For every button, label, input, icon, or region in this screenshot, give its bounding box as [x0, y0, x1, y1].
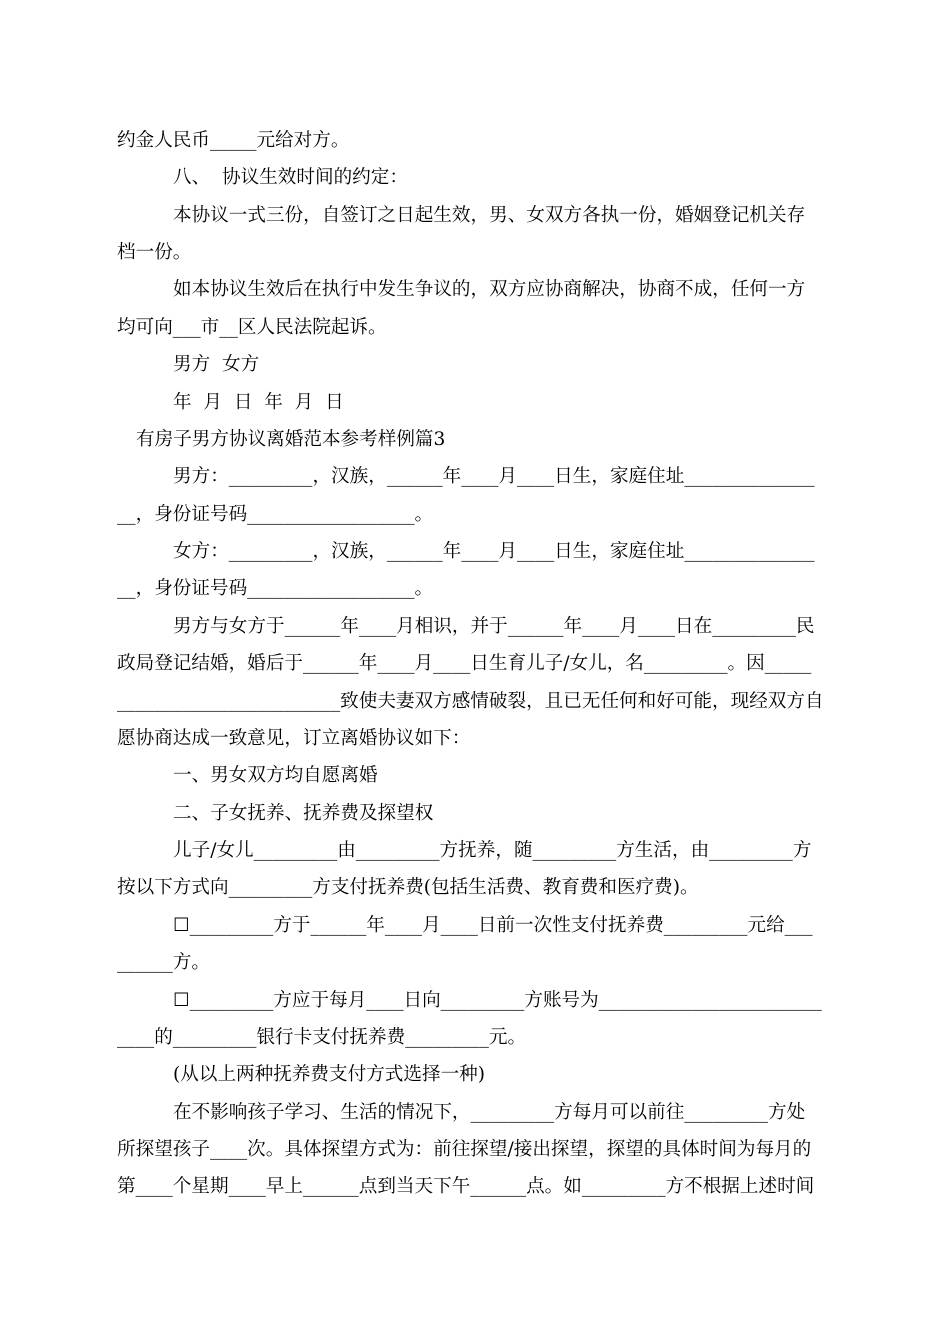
signature-dates: 年 月 日 年 月 日	[173, 392, 344, 413]
note-line: (从以上两种抚养费支付方式选择一种)	[173, 1064, 486, 1085]
text-line: 约金人民币_____元给对方。	[117, 130, 350, 151]
text-line: ____的_________银行卡支付抚养费_________元。	[117, 1027, 527, 1048]
text-line: 均可向___市__区人民法院起诉。	[117, 317, 387, 338]
text-line: 本协议一式三份，自签订之日起生效，男、女双方各执一份，婚姻登记机关存	[173, 205, 806, 226]
text-line: 所探望孩子____次。具体探望方式为：前往探望/接出探望，探望的具体时间为每月的	[117, 1139, 812, 1160]
checkbox-option-line: ☐_________方于______年____月____日前一次性支付抚养费_________元给___	[173, 915, 813, 936]
section-heading: 八、 协议生效时间的约定：	[173, 167, 408, 188]
text-line: ________________________致使夫妻双方感情破裂，且已无任何和好可能，现经双方自	[117, 691, 824, 712]
text-line: 愿协商达成一致意见，订立离婚协议如下：	[117, 728, 471, 749]
text-line: 在不影响孩子学习、生活的情况下，_________方每月可以前往_________方处	[173, 1102, 806, 1123]
text-line: 女方：_________，汉族，______年____月____日生，家庭住址______________	[173, 541, 815, 562]
text-line: 男方与女方于______年____月相识，并于______年____月____日在_________民	[173, 616, 815, 637]
checkbox-option-line: ☐_________方应于每月____日向_________方账号为________________________	[173, 990, 822, 1011]
text-line: 政局登记结婚，婚后于______年____月____日生育儿子/女儿，名_________。因_____	[117, 653, 812, 674]
text-line: __，身份证号码__________________。	[117, 578, 434, 599]
signature-labels: 男方 女方	[173, 354, 260, 375]
document-title: 有房子男方协议离婚范本参考样例篇3	[136, 429, 446, 450]
text-line: 档一份。	[117, 242, 192, 263]
text-line: 儿子/女儿_________由_________方抚养，随_________方生活，由_________方	[173, 840, 812, 861]
text-line: 如本协议生效后在执行中发生争议的，双方应协商解决，协商不成，任何一方	[173, 279, 806, 300]
text-line: 第____个星期____早上______点到当天下午______点。如_________方不根据上述时间	[117, 1176, 815, 1197]
text-line: 按以下方式向_________方支付抚养费(包括生活费、教育费和医疗费)。	[117, 877, 699, 898]
text-line: ______方。	[117, 952, 210, 973]
text-line: 男方：_________，汉族，______年____月____日生，家庭住址______________	[173, 466, 815, 487]
clause-heading: 二、子女抚养、抚养费及探望权	[173, 803, 434, 824]
text-line: __，身份证号码__________________。	[117, 504, 434, 525]
clause-heading: 一、男女双方均自愿离婚	[173, 765, 378, 786]
